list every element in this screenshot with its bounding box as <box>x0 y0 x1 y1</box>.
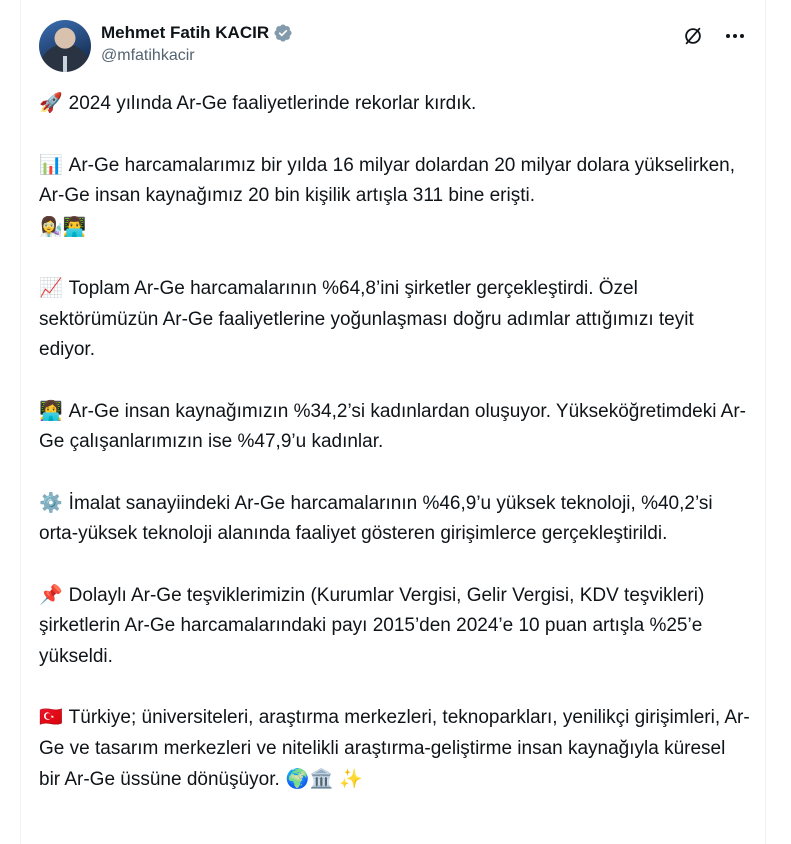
tweet-text <box>39 88 751 826</box>
woman-technologist-icon: 👩‍💻 <box>39 399 63 422</box>
avatar[interactable] <box>39 20 91 72</box>
tweet-paragraph: 🇹🇷 Türkiye; üniversiteleri, araştırma merkezleri, teknoparkları, yenilikçi girişimleri, Ar-Ge ve tasarım merkezleri ve nitelikli araştırma-geliştirme insan kaynağıyla küresel bir Ar-Ge üssüne dönüşüyor. 🌍🏛️ ✨ <box>39 706 750 790</box>
chart-increasing-icon: 📈 <box>39 277 63 299</box>
pushpin-icon: 📌 <box>39 583 63 606</box>
gear-icon: ⚙️ <box>39 491 63 514</box>
bar-chart-icon: 📊 <box>39 153 63 176</box>
tweet-paragraph: 🚀 2024 yılında Ar-Ge faaliyetlerinde rekorlar kırdık. <box>39 92 477 114</box>
rocket-icon: 🚀 <box>39 92 63 114</box>
scientists-icon: 👩‍🔬👨‍💻 <box>39 215 87 238</box>
tweet-paragraph: ⚙️ İmalat sanayiindeki Ar-Ge harcamalarının %46,9’u yüksek teknoloji, %40,2’si orta-yüksek teknoloji alanında faaliyet gösteren girişimlerce gerçekleştirildi. <box>39 491 718 544</box>
author-handle[interactable]: @mfatihkacir <box>101 47 195 64</box>
more-icon[interactable] <box>723 24 747 48</box>
turkey-flag-icon: 🇹🇷 <box>39 706 63 728</box>
globe-building-sparkles-icon: 🌍🏛️ ✨ <box>279 768 363 790</box>
grok-icon[interactable] <box>681 24 705 48</box>
author-name[interactable]: Mehmet Fatih KACIR <box>101 23 270 42</box>
tweet-header <box>39 20 747 76</box>
tweet-paragraph: 📈 Toplam Ar-Ge harcamalarının %64,8’ini şirketler gerçekleştirdi. Özel sektörümüzün Ar-Ge faaliyetlerine yoğunlaşması doğru adımlar attığımızı teyit ediyor. <box>39 277 700 360</box>
tweet-paragraph: 📌 Dolaylı Ar-Ge teşviklerimizin (Kurumlar Vergisi, Gelir Vergisi, KDV teşvikleri) şirketlerin Ar-Ge harcamalarındaki payı 2015’den 2024’e 10 puan artışla %25’e yükseldi. <box>39 583 710 667</box>
tweet-actions <box>681 24 747 48</box>
tweet-paragraph: 📊 Ar-Ge harcamalarımız bir yılda 16 milyar dolardan 20 milyar dolara yükselirken, Ar-Ge insan kaynağımız 20 bin kişilik artışla 311 bine erişti. 👩‍🔬👨‍💻 <box>39 153 740 238</box>
author-block <box>101 23 293 65</box>
tweet-card <box>20 0 766 844</box>
verified-badge-icon <box>273 23 293 43</box>
tweet-paragraph: 👩‍💻 Ar-Ge insan kaynağımızın %34,2’si kadınlardan oluşuyor. Yükseköğretimdeki Ar-Ge çalışanlarımızın ise %47,9’u kadınlar. <box>39 399 746 452</box>
